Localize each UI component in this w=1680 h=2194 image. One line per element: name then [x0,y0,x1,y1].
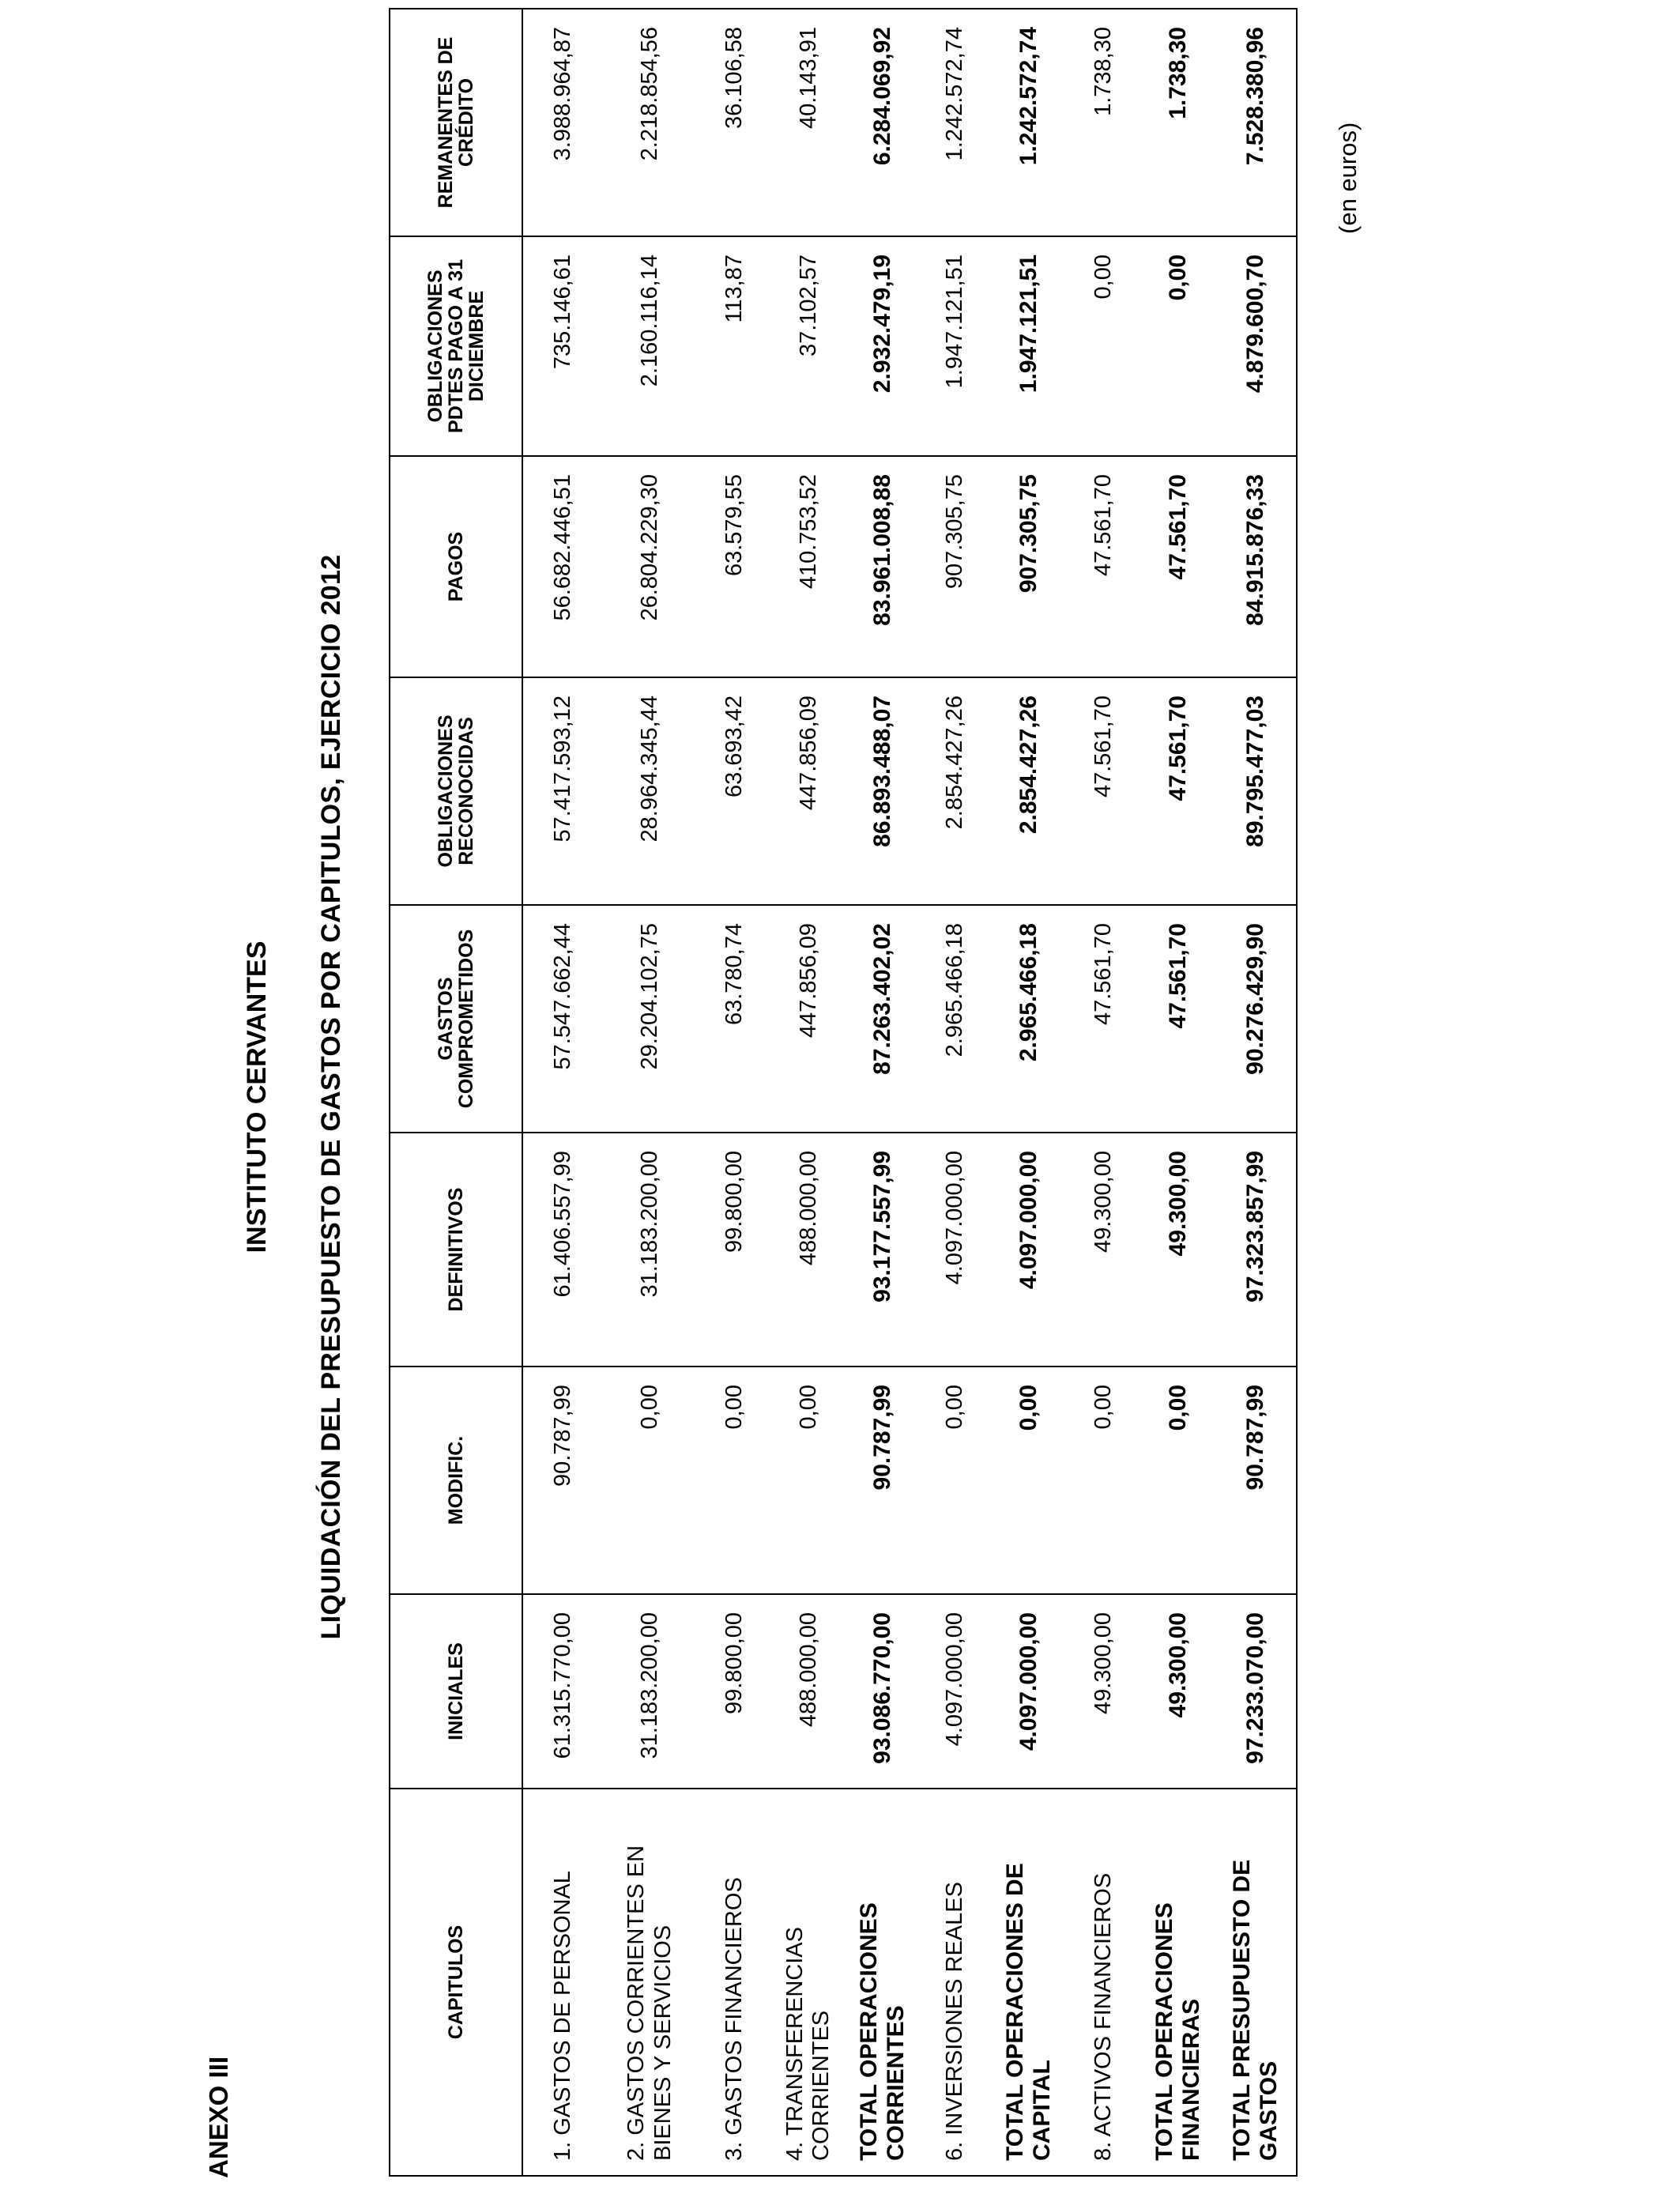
cell-reconocidas: 47.561,70 [1141,677,1215,905]
cell-remanentes: 3.988.964,87 [522,9,604,236]
cell-comprometidos: 63.780,74 [697,905,771,1133]
institution-title: INSTITUTO CERVANTES [242,941,272,1253]
col-iniciales: INICIALES [390,1594,522,1789]
cell-pagos: 84.915.876,33 [1215,456,1297,677]
cell-pendientes: 0,00 [1141,236,1215,456]
document-title: LIQUIDACIÓN DEL PRESUPUESTO DE GASTOS POR CAPITULOS, EJERCICIO 2012 [316,554,346,1640]
row-capitulo: 4. TRANSFERENCIAS CORRIENTES [771,1789,846,2176]
cell-modific: 0,00 [992,1367,1066,1594]
cell-definitivos: 488.000,00 [771,1133,846,1367]
cell-remanentes: 1.738,30 [1141,9,1215,236]
cell-pendientes: 2.160.116,14 [604,236,697,456]
cell-reconocidas: 86.893.488,07 [846,677,919,905]
cell-comprometidos: 90.276.429,90 [1215,905,1297,1133]
cell-comprometidos: 57.547.662,44 [522,905,604,1133]
row-capitulo: TOTAL OPERACIONES FINANCIERAS [1141,1789,1215,2176]
cell-modific: 0,00 [771,1367,846,1594]
cell-reconocidas: 447.856,09 [771,677,846,905]
cell-iniciales: 61.315.770,00 [522,1594,604,1789]
table-row-total [846,9,919,2176]
row-capitulo: 3. GASTOS FINANCIEROS [697,1789,771,2176]
table-row-total [1141,9,1215,2176]
units-label: (en euros) [1334,122,1362,234]
table-row [697,9,771,2176]
cell-modific: 0,00 [697,1367,771,1594]
cell-remanentes: 36.106,58 [697,9,771,236]
cell-reconocidas: 28.964.345,44 [604,677,697,905]
table-row-total [992,9,1066,2176]
cell-definitivos: 31.183.200,00 [604,1133,697,1367]
cell-pagos: 56.682.446,51 [522,456,604,677]
cell-pendientes: 113,87 [697,236,771,456]
cell-iniciales: 99.800,00 [697,1594,771,1789]
cell-iniciales: 4.097.000,00 [919,1594,992,1789]
row-capitulo: TOTAL OPERACIONES DE CAPITAL [992,1789,1066,2176]
col-gastos-comprometidos: GASTOS COMPROMETIDOS [390,905,522,1133]
cell-comprometidos: 447.856,09 [771,905,846,1133]
col-obligaciones-reconocidas: OBLIGACIONES RECONOCIDAS [390,677,522,905]
cell-reconocidas: 89.795.477,03 [1215,677,1297,905]
cell-modific: 0,00 [604,1367,697,1594]
cell-pendientes: 2.932.479,19 [846,236,919,456]
cell-remanentes: 1.242.572,74 [919,9,992,236]
table-row [604,9,697,2176]
col-modific: MODIFIC. [390,1367,522,1594]
header-row [390,9,522,2176]
cell-pagos: 47.561,70 [1141,456,1215,677]
cell-pagos: 63.579,55 [697,456,771,677]
cell-comprometidos: 29.204.102,75 [604,905,697,1133]
cell-remanentes: 40.143,91 [771,9,846,236]
cell-pendientes: 735.146,61 [522,236,604,456]
cell-reconocidas: 57.417.593,12 [522,677,604,905]
cell-comprometidos: 47.561,70 [1141,905,1215,1133]
row-capitulo: TOTAL PRESUPUESTO DE GASTOS [1215,1789,1297,2176]
cell-iniciales: 97.233.070,00 [1215,1594,1297,1789]
col-capitulos: CAPITULOS [390,1789,522,2176]
cell-modific: 0,00 [1066,1367,1140,1594]
cell-remanentes: 2.218.854,56 [604,9,697,236]
cell-pendientes: 4.879.600,70 [1215,236,1297,456]
table-row [1066,9,1140,2176]
col-pagos: PAGOS [390,456,522,677]
table-row [771,9,846,2176]
cell-remanentes: 7.528.380,96 [1215,9,1297,236]
cell-definitivos: 97.323.857,99 [1215,1133,1297,1367]
table-row [919,9,992,2176]
cell-iniciales: 93.086.770,00 [846,1594,919,1789]
cell-modific: 90.787,99 [1215,1367,1297,1594]
cell-remanentes: 1.242.572,74 [992,9,1066,236]
cell-iniciales: 49.300,00 [1066,1594,1140,1789]
cell-remanentes: 1.738,30 [1066,9,1140,236]
col-remanentes: REMANENTES DE CRÉDITO [390,9,522,236]
cell-iniciales: 31.183.200,00 [604,1594,697,1789]
col-definitivos: DEFINITIVOS [390,1133,522,1367]
cell-definitivos: 4.097.000,00 [919,1133,992,1367]
cell-modific: 90.787,99 [522,1367,604,1594]
cell-definitivos: 4.097.000,00 [992,1133,1066,1367]
cell-definitivos: 93.177.557,99 [846,1133,919,1367]
cell-pagos: 907.305,75 [919,456,992,677]
cell-definitivos: 61.406.557,99 [522,1133,604,1367]
cell-pendientes: 1.947.121,51 [919,236,992,456]
cell-iniciales: 4.097.000,00 [992,1594,1066,1789]
row-capitulo: 6. INVERSIONES REALES [919,1789,992,2176]
row-capitulo: TOTAL OPERACIONES CORRIENTES [846,1789,919,2176]
col-obligaciones-pendientes: OBLIGACIONES PDTES PAGO A 31 DICIEMBRE [390,236,522,456]
table-row [522,9,604,2176]
cell-comprometidos: 47.561,70 [1066,905,1140,1133]
cell-modific: 90.787,99 [846,1367,919,1594]
cell-remanentes: 6.284.069,92 [846,9,919,236]
row-capitulo: 8. ACTIVOS FINANCIEROS [1066,1789,1140,2176]
cell-definitivos: 49.300,00 [1066,1133,1140,1367]
cell-iniciales: 49.300,00 [1141,1594,1215,1789]
cell-reconocidas: 2.854.427,26 [992,677,1066,905]
budget-table [389,8,1298,2177]
cell-modific: 0,00 [919,1367,992,1594]
cell-pendientes: 37.102,57 [771,236,846,456]
cell-comprometidos: 2.965.466,18 [919,905,992,1133]
cell-pagos: 47.561,70 [1066,456,1140,677]
cell-pagos: 907.305,75 [992,456,1066,677]
cell-pagos: 83.961.008,88 [846,456,919,677]
row-capitulo: 2. GASTOS CORRIENTES EN BIENES Y SERVICIOS [604,1789,697,2176]
cell-comprometidos: 2.965.466,18 [992,905,1066,1133]
cell-definitivos: 49.300,00 [1141,1133,1215,1367]
cell-comprometidos: 87.263.402,02 [846,905,919,1133]
cell-modific: 0,00 [1141,1367,1215,1594]
cell-reconocidas: 47.561,70 [1066,677,1140,905]
cell-reconocidas: 63.693,42 [697,677,771,905]
table-row-total [1215,9,1297,2176]
cell-iniciales: 488.000,00 [771,1594,846,1789]
cell-pendientes: 1.947.121,51 [992,236,1066,456]
cell-definitivos: 99.800,00 [697,1133,771,1367]
cell-pendientes: 0,00 [1066,236,1140,456]
row-capitulo: 1. GASTOS DE PERSONAL [522,1789,604,2176]
cell-pagos: 26.804.229,30 [604,456,697,677]
cell-pagos: 410.753,52 [771,456,846,677]
cell-reconocidas: 2.854.427,26 [919,677,992,905]
annex-label: ANEXO III [204,2056,233,2178]
